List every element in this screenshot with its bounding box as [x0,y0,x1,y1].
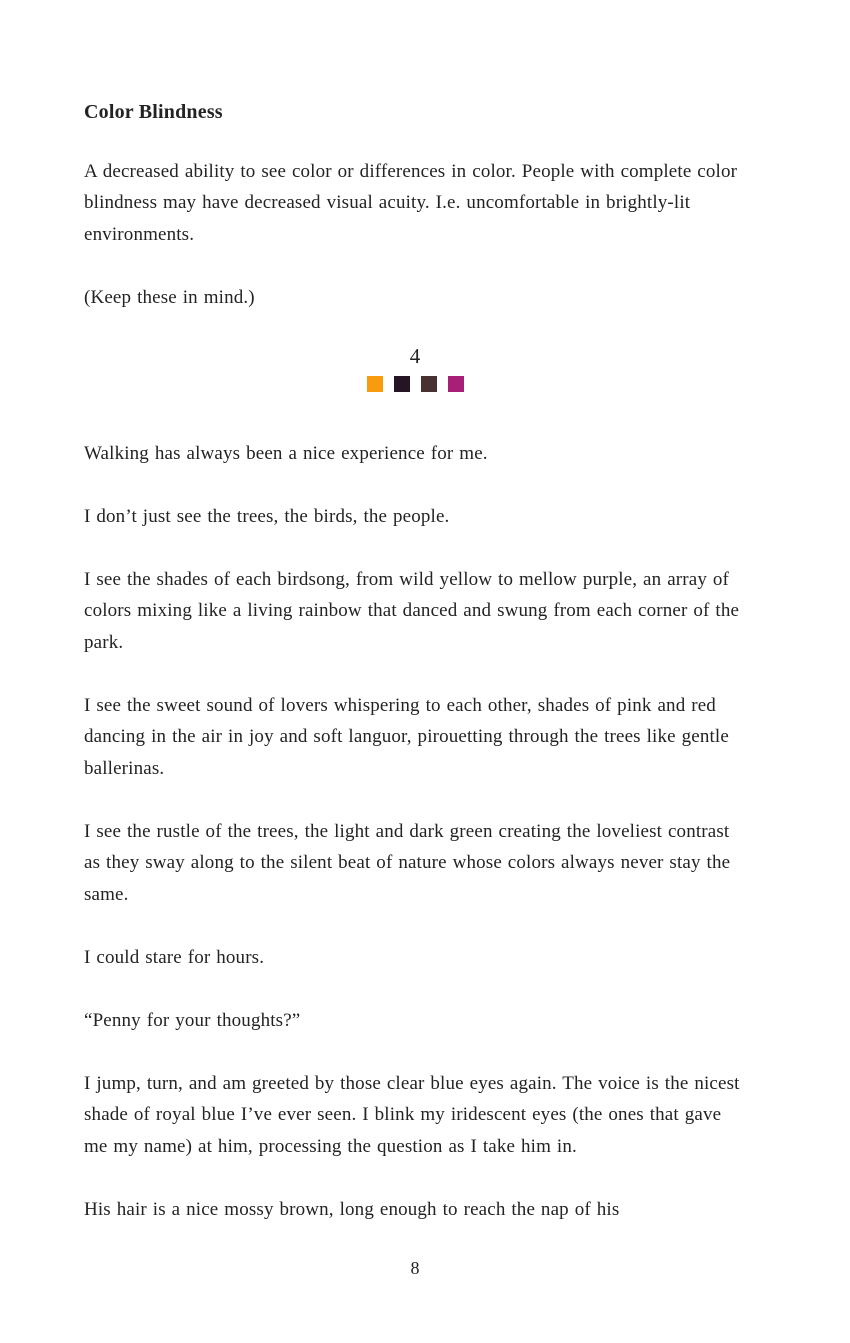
text-column [84,97,746,1257]
palette-square-dark-plum [394,376,410,392]
palette-square-orange [367,376,383,392]
story-paragraph: I jump, turn, and am greeted by those clear blue eyes again. The voice is the nicest shade of royal blue I’ve ever seen. I blink my iridescent eyes (the ones that gave me my name) at him, processing the question as I take him in. [84,1072,740,1157]
story-paragraph: I could stare for hours. [84,946,265,968]
story-paragraph: “Penny for your thoughts?” [84,1009,301,1031]
page-number: 8 [410,1258,420,1278]
story-paragraph: His hair is a nice mossy brown, long enough to reach the nap of his [84,1198,620,1220]
story-paragraph: I don’t just see the trees, the birds, the people. [84,505,450,527]
palette-square-brown [421,376,437,392]
chapter-marker [84,344,746,392]
color-palette [367,376,464,392]
story-paragraph: I see the rustle of the trees, the light and dark green creating the loveliest contrast as they sway along to the silent beat of nature whose colors always never stay the same. [84,820,731,905]
palette-square-magenta [448,376,464,392]
glossary-definition: A decreased ability to see color or differences in color. People with complete color blindness may have decreased visual acuity. I.e. uncomfortable in brightly-lit environments. [84,160,738,245]
glossary-heading: Color Blindness [84,101,223,123]
story-paragraph: I see the shades of each birdsong, from wild yellow to mellow purple, an array of colors mixing like a living rainbow that danced and swung from each corner of the park. [84,568,740,653]
story-paragraph: I see the sweet sound of lovers whispering to each other, shades of pink and red dancing in the air in joy and soft languor, pirouetting through the trees like gentle ballerinas. [84,694,729,779]
chapter-number: 4 [409,343,421,368]
glossary-note: (Keep these in mind.) [84,286,255,308]
story-paragraph: Walking has always been a nice experience for me. [84,442,488,464]
